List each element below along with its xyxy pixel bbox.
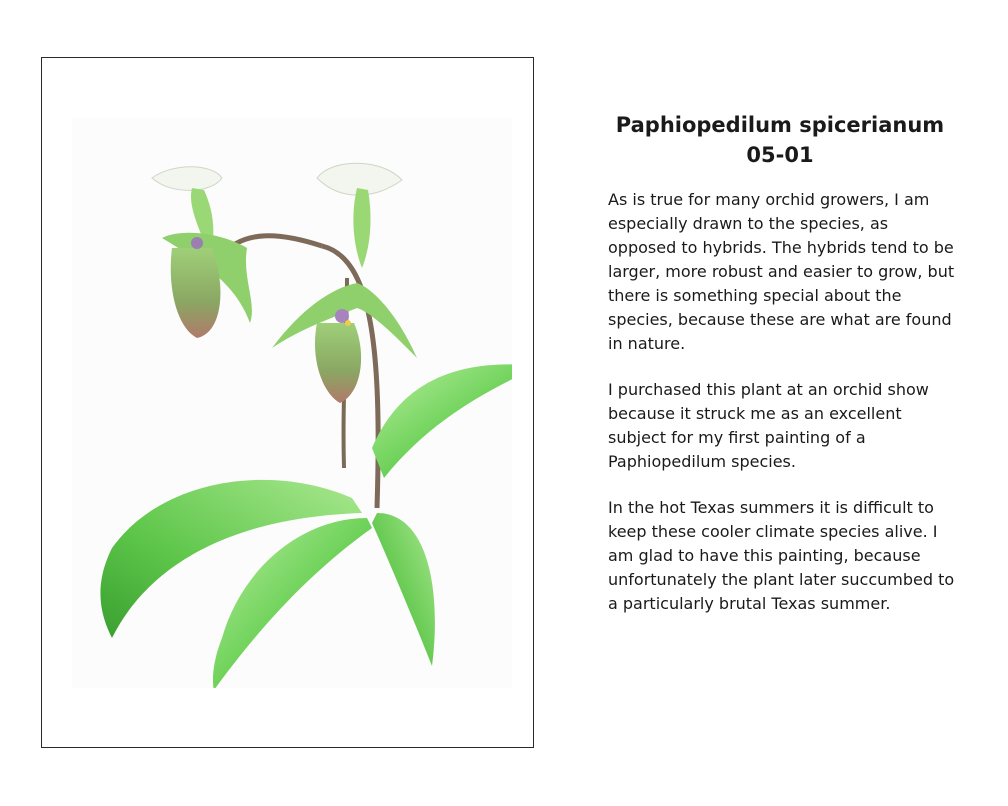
artwork-frame xyxy=(41,57,534,748)
orchid-illustration xyxy=(72,118,512,688)
title-number: 05-01 xyxy=(746,143,814,167)
artwork-title xyxy=(600,110,960,170)
paragraph-2: I purchased this plant at an orchid show because it struck me as an excellent subject for my first painting of a Paphiopedilum species. xyxy=(608,380,929,471)
title-species: Paphiopedilum spicerianum xyxy=(615,113,945,137)
paragraph-3: In the hot Texas summers it is difficult to keep these cooler climate species alive. I am glad to have this painting, because unfortunately the plant later succumbed to a particularly brutal Texas summer. xyxy=(608,498,955,613)
orchid-painting xyxy=(72,118,512,688)
description-panel xyxy=(600,110,960,616)
paragraph-1: As is true for many orchid growers, I am especially drawn to the species, as opposed to hybrids. The hybrids tend to be larger, more robust and easier to grow, but there is something special about the species, because these are what are found in nature. xyxy=(608,190,955,353)
